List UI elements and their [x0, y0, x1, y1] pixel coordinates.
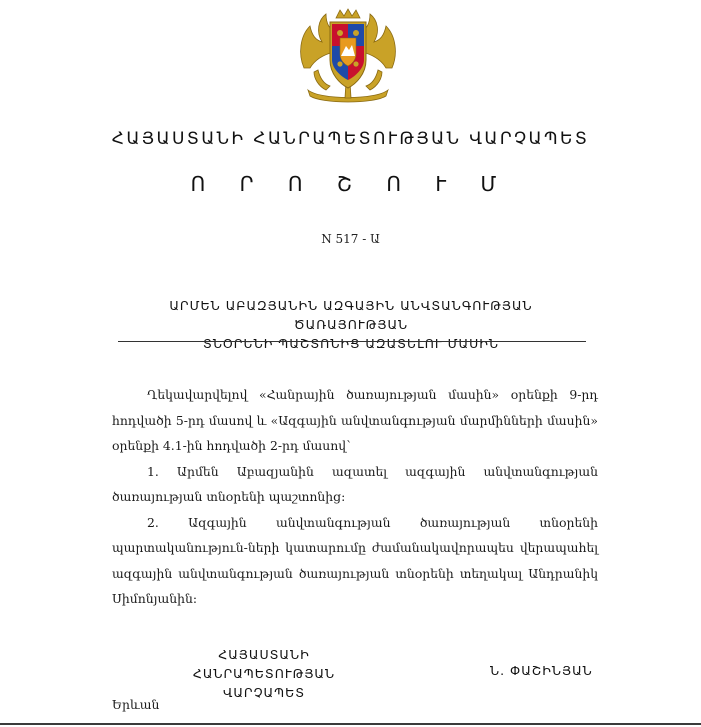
document-number: N 517 - Ա [321, 232, 380, 246]
preamble-paragraph: Ղեկավարվելով «Հանրային ծառայության մասին» օրենքի 9-րդ հոդվածի 5-րդ մասով և «Ազգային անվտանգության մարմինների մասին» օրենքի 4.1-ին հոդվածի 2-րդ մասով՝ [112, 387, 598, 453]
subject-underline [118, 341, 586, 342]
place-of-issue: Երևան [112, 697, 160, 712]
subject-line-1: ԱՐՄԵՆ ԱԲԱԶՅԱՆԻՆ ԱԶԳԱՅԻՆ ԱՆՎՏԱՆԳՈՒԹՅԱՆ ԾԱՌԱՅՈՒԹՅԱՆ [169, 298, 533, 332]
signatory-name: Ն. ՓԱՇԻՆՅԱՆ [490, 663, 593, 678]
subject-line-2: ՏՆՕՐԵՆԻ ՊԱՇՏՈՆԻՑ ԱԶԱՏԵԼՈՒ ՄԱՍԻՆ [203, 336, 499, 351]
coat-of-arms-icon [290, 6, 406, 106]
signatory-title-line-1: ՀԱՅԱՍՏԱՆԻ ՀԱՆՐԱՊԵՏՈՒԹՅԱՆ [192, 647, 336, 681]
decree-subject [112, 296, 590, 353]
institution-title: ՀԱՅԱՍՏԱՆԻ ՀԱՆՐԱՊԵՏՈՒԹՅԱՆ ՎԱՐՉԱՊԵՏ [111, 129, 590, 149]
decree-body [112, 382, 598, 612]
decree-item-2: 2. Ազգային անվտանգության ծառայության տնօրենի պարտականություն-ների կատարումը ժամանակավորապես վերապահել ազգային անվտանգության ծառայության տնօրենի տեղակալ Անդրանիկ Սիմոնյանին: [112, 514, 598, 606]
document-type: Ո Ր Ո Շ Ո Ւ Մ [190, 172, 511, 196]
decree-item-1: 1. Արմեն Աբազյանին ազատել ազգային անվտանգության ծառայության տնօրենի պաշտոնից: [112, 463, 598, 504]
signatory-title [145, 645, 383, 702]
page-bottom-border [0, 723, 701, 725]
signatory-title-line-2: ՎԱՐՉԱՊԵՏ [222, 685, 306, 700]
